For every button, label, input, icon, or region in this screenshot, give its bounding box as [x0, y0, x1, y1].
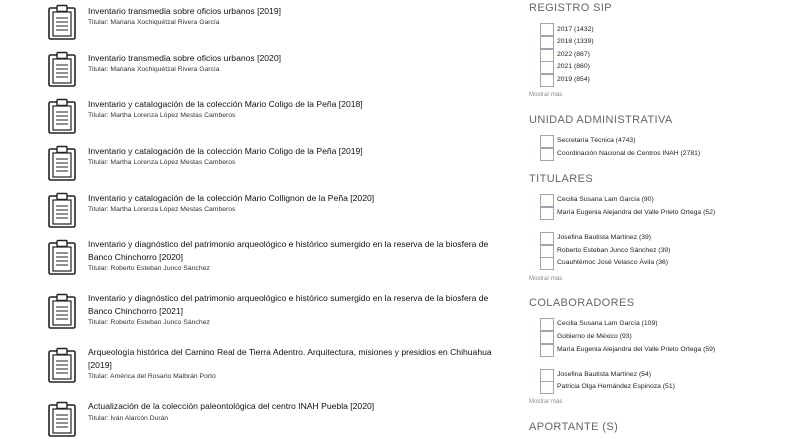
- checkbox[interactable]: [540, 344, 554, 357]
- filter-option[interactable]: 2021 (860): [557, 63, 590, 70]
- filter-title-titulares: TITULARES: [529, 173, 594, 185]
- checkbox[interactable]: [540, 318, 554, 331]
- result-title[interactable]: Inventario y catalogación de la colección Mario Coligo de la Peña [2019]: [88, 146, 363, 156]
- result-owner: Titular: Roberto Esteban Junco Sánchez: [88, 265, 210, 272]
- checkbox[interactable]: [540, 148, 554, 161]
- result-title[interactable]: Inventario transmedia sobre oficios urbanos [2019]: [88, 6, 281, 16]
- checkbox[interactable]: [540, 194, 554, 207]
- document-icon: [47, 51, 77, 87]
- filter-option[interactable]: 2017 (1432): [557, 26, 594, 33]
- filter-option[interactable]: Cuauhtémoc José Velasco Ávila (36): [557, 259, 669, 266]
- result-title[interactable]: Inventario y catalogación de la colección Mario Collignon de la Peña [2020]: [88, 193, 375, 203]
- result-owner: Titular: Martha Lorenza López Mestas Camberos: [88, 112, 236, 119]
- filter-option[interactable]: Patricia Olga Hernández Espinoza (51): [557, 383, 675, 390]
- filter-option[interactable]: 2022 (867): [557, 51, 590, 58]
- filter-option[interactable]: Josefina Bautista Martínez (54): [557, 371, 652, 378]
- filter-option[interactable]: 2018 (1339): [557, 38, 594, 45]
- document-icon: [47, 401, 77, 437]
- logo-text: INAH: [708, 13, 743, 29]
- filter-option[interactable]: Roberto Esteban Junco Sánchez (39): [557, 247, 671, 254]
- result-owner: Titular: América del Rosario Malbrán Porto: [88, 373, 216, 380]
- anniversary-badge-icon: [688, 12, 706, 30]
- checkbox[interactable]: [540, 331, 554, 344]
- filter-option[interactable]: Cecilia Susana Lam García (109): [557, 320, 658, 327]
- filter-option[interactable]: Gobierno de México (93): [557, 333, 632, 340]
- filter-option[interactable]: María Eugenia Alejandra del Valle Prieto Ortega (59): [557, 346, 716, 353]
- result-title[interactable]: Inventario y catalogación de la colección Mario Coligo de la Peña [2018]: [88, 99, 363, 109]
- checkbox[interactable]: [540, 36, 554, 49]
- result-owner: Titular: Roberto Esteban Junco Sánchez: [88, 319, 210, 326]
- result-owner: Titular: Mariana Xochiquétzal Rivera García: [88, 66, 220, 73]
- checkbox[interactable]: [540, 207, 554, 220]
- show-more-link[interactable]: Mostrar más: [529, 276, 563, 282]
- filter-option[interactable]: Josefina Bautista Martínez (39): [557, 234, 652, 241]
- filter-option[interactable]: María Eugenia Alejandra del Valle Prieto Ortega (52): [557, 209, 716, 216]
- checkbox[interactable]: [540, 257, 554, 270]
- result-title[interactable]: Actualización de la colección paleontológica del centro INAH Puebla [2020]: [88, 401, 375, 411]
- logo-mark: 85: [692, 17, 702, 27]
- checkbox[interactable]: [540, 74, 554, 87]
- filter-title-aportante: APORTANTE (S): [529, 421, 619, 433]
- checkbox[interactable]: [540, 61, 554, 74]
- checkbox[interactable]: [540, 381, 554, 394]
- checkbox[interactable]: [540, 23, 554, 36]
- document-icon: [47, 98, 77, 134]
- filter-option[interactable]: 2019 (854): [557, 76, 590, 83]
- document-icon: [47, 347, 77, 383]
- filter-title-registro: REGISTRO SIP: [529, 2, 613, 14]
- result-owner: Titular: Martha Lorenza López Mestas Camberos: [88, 206, 236, 213]
- show-more-link[interactable]: Mostrar más: [529, 399, 563, 405]
- filter-title-colaboradores: COLABORADORES: [529, 297, 635, 309]
- filter-option[interactable]: Coordinación Nacional de Centros INAH (2781): [557, 150, 701, 157]
- checkbox[interactable]: [540, 232, 554, 245]
- result-title[interactable]: Inventario y diagnóstico del patrimonio arqueológico e histórico sumergido en la reserva de la biosfera de Banco Chinchorro [2021]: [88, 293, 489, 316]
- filter-title-unidad: UNIDAD ADMINISTRATIVA: [529, 114, 673, 126]
- document-icon: [47, 145, 77, 181]
- result-title[interactable]: Inventario transmedia sobre oficios urbanos [2020]: [88, 53, 281, 63]
- inah-logo: [688, 11, 784, 31]
- document-icon: [47, 239, 77, 275]
- result-owner: Titular: Martha Lorenza López Mestas Camberos: [88, 159, 236, 166]
- document-icon: [47, 293, 77, 329]
- checkbox[interactable]: [540, 135, 554, 148]
- show-more-link[interactable]: Mostrar más: [529, 92, 563, 98]
- document-icon: [47, 4, 77, 40]
- result-title[interactable]: Inventario y diagnóstico del patrimonio arqueológico e histórico sumergido en la reserva de la biosfera de Banco Chinchorro [2020]: [88, 239, 489, 262]
- result-owner: Titular: Iván Alarcón Durán: [88, 415, 169, 422]
- filter-option[interactable]: Secretaría Técnica (4743): [557, 137, 636, 144]
- result-title[interactable]: Arqueología histórica del Camino Real de Tierra Adentro. Arquitectura, misiones y presidios en Chihuahua [2019]: [88, 347, 492, 370]
- document-icon: [47, 192, 77, 228]
- filter-option[interactable]: Cecilia Susana Lam García (90): [557, 196, 654, 203]
- result-owner: Titular: Mariana Xochiquétzal Rivera García: [88, 19, 220, 26]
